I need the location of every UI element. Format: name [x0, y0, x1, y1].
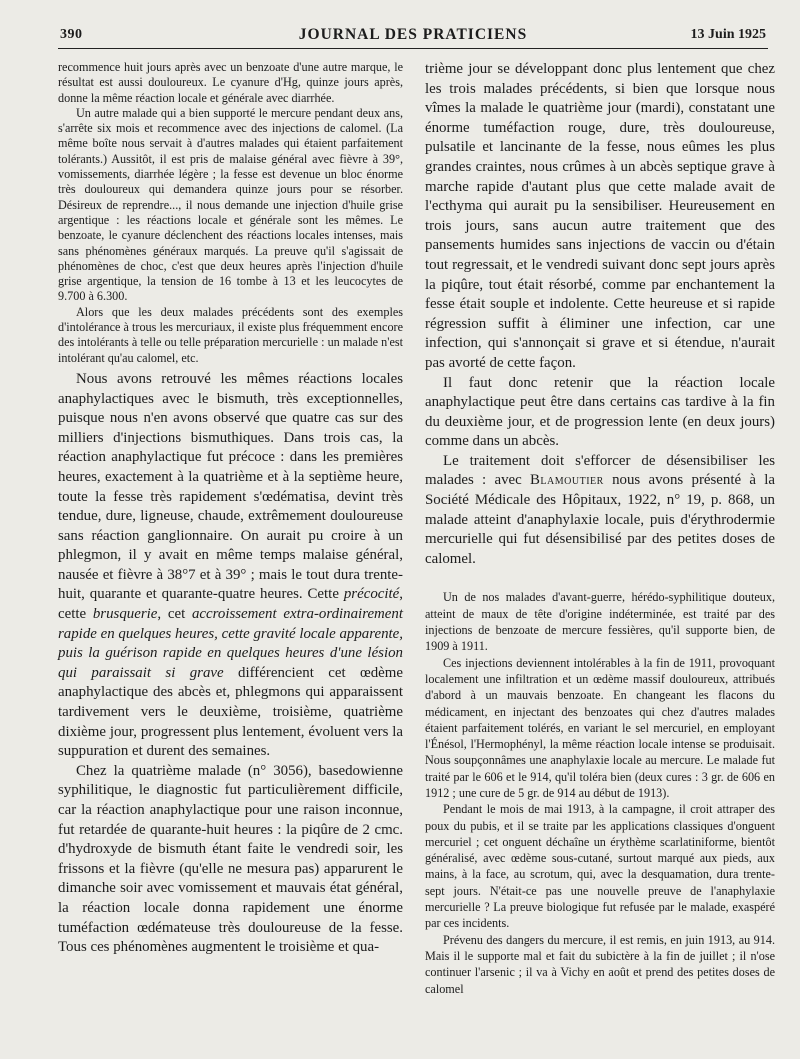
- section-gap: [425, 569, 775, 589]
- paragraph: Nous avons retrouvé les mêmes réactions locales anaphylactiques avec le bismuth, très exceptionnelles, puisque nous n'en avons observé que quatre cas sur des milliers d'injections bismuthiques. Dans trois cas, la réaction anaphylactique fut précoce : dans les premières heures, exactement à la quatrième et à la septième heure, toute la fesse très rapidement s'œdématisa, devint très tendue, dure, ligneuse, chaude, extrêmement douloureuse sans réaction ganglionnaire. On aurait pu croire à un phlegmon, il y avait en même temps malaise général, nausée et fièvre à 38°7 et à 39° ; mais le tout dura trente-huit, quarante et quarante-quatre heures. Cette précocité, cette brusquerie, cet accroissement extra-ordinairement rapide en quelques heures, cette gravité locale apparente, puis la guérison rapide en quelques heures d'une lésion qui paraissait si grave différencient cet œdème anaphylactique des abcès et, phlegmons qui apparaissent tardivement vers le deuxième, troisième, quatrième dixième jour, progressent plus lentement, évoluent vers la suppuration et durent des semaines.: [58, 370, 403, 760]
- paragraph: Un de nos malades d'avant-guerre, hérédo-syphilitique douteux, atteint de maux de tête d'origine indéterminée, est traité par des injections de benzoate de mercure fessières, qu'il supporte bien, de 1909 à 1911.: [425, 590, 775, 654]
- page-header: [58, 24, 768, 49]
- paragraph: Ces injections deviennent intolérables à la fin de 1911, provoquant localement une infiltration et un œdème massif douloureux, attribués d'abord à un mauvais benzoate. En changeant les flacons du médicament, en injectant des benzoates qui chez d'autres malades étaient parfaitement tolérés, en variant le sel mercuriel, en employant l'Énésol, l'Hermophényl, la même réaction locale intense se produisait. Nous soupçonnâmes une anaphylaxie locale au mercure. Le malade fut traité par le 606 et le 914, qu'il toléra bien (deux cures : 3 gr. de 606 en 1912 ; une cure de 5 gr. de 914 au début de 1913).: [425, 655, 775, 800]
- paragraph: trième jour se développant donc plus lentement que chez les trois malades précédents, si bien que lorsque nous vîmes la malade le quatrième jour (mardi), constatant une énorme tuméfaction rouge, dure, très douloureuse, pulsatile et lancinante de la fesse, nous eûmes les plus grandes craintes, nous crûmes à un abcès septique grave à marche rapide d'autant plus que cette malade avait de l'ecthyma qui aurait pu la sensibiliser. Heureusement en trois jours, sans aucun autre traitement que des pansements humides sans injections de vaccin ou d'étain tout regressait, et le vendredi suivant donc sept jours après la piqûre, tout était résorbé, comme par enchantement la fesse était souple et indolente. Cette heureuse et si rapide régression suffit à éliminer une infection, car une infection, qui s'annonçait si grave et si étendue, n'aurait pas avorté de cette façon.: [425, 61, 775, 371]
- author-name: Blamoutier: [530, 472, 604, 489]
- emphasis-text: précocité: [343, 586, 400, 603]
- paragraph: Chez la quatrième malade (n° 3056), basedowienne syphilitique, le diagnostic fut particulièrement difficile, car la réaction anaphylactique pour une raison inconnue, fut retardée de quarante-huit heures : la piqûre de 2 cmc. d'hydroxyde de bismuth étant faite le vendredi soir, les frissons et la fièvre (qu'elle ne mesura pas) apparurent le dimanche soir avec vomissement et mauvais état général, la réaction locale donna rapidement une énorme tuméfaction œdémateuse très douloureuse de la fesse. Tous ces phénomènes augmentent le troisième et qua-: [58, 762, 403, 956]
- paragraph: Pendant le mois de mai 1913, à la campagne, il croit attraper des poux du pubis, et il se traite par les applications classiques d'onguent mercuriel ; cet onguent déchaîne un érythème scarlatiniforme, bientôt généralisé, avec œdème sous-cutané, surtout marqué aux pieds, aux mains, à la face, au scrotum, qui, avec la desquamation, dura trente-sept jours. N'était-ce pas une nouvelle preuve de l'anaphylaxie mercurielle ? La preuve biologique fut refusée par le malade, exaspéré par ces incidents.: [425, 802, 775, 931]
- emphasis-text: brusquerie: [92, 606, 158, 623]
- paragraph: recommence huit jours après avec un benzoate d'une autre marque, le résultat est aussi douloureux. Le cyanure d'Hg, quinze jours après, donne la même réaction locale et générale avec diarrhée.: [58, 60, 403, 105]
- journal-title: JOURNAL DES PRATICIENS: [298, 26, 528, 43]
- paragraph: Il faut donc retenir que la réaction locale anaphylactique peut être dans certains cas tardive à la fin du deuxième jour, et de progression lente (en deux jours) comme dans un abcès.: [425, 374, 775, 450]
- paragraph: Alors que les deux malades précédents sont des exemples d'intolérance à trous les mercuriaux, il existe plus fréquemment encore des intolérants à telle ou telle préparation mercurielle : un malade n'est intolérant qu'au calomel, etc.: [58, 304, 403, 365]
- right-column: [425, 60, 775, 997]
- page-number: 390: [60, 27, 83, 42]
- paragraph: Prévenu des dangers du mercure, il est remis, en juin 1913, au 914. Mais il le supporte mal et fait du subictère à la fin de juillet ; il n'ose continuer l'arsenic ; il va à Vichy en août et prend des petites doses de calomel: [425, 932, 775, 996]
- emphasis-text: accroissement extra-ordinairement rapide en quelques heures, cette gravité locale apparente, puis la guérison rapide en quelques heures d'une lésion qui paraissait si grave: [58, 606, 403, 681]
- issue-date: 13 Juin 1925: [690, 27, 766, 42]
- paragraph: Un autre malade qui a bien supporté le mercure pendant deux ans, s'arrête six mois et recommence avec des injections de calomel. (La même boîte nous servait à d'autres malades qui étaient parfaitement tolérants.) Aussitôt, il est pris de malaise général avec fièvre à 39°, vomissements, diarrhée légère ; la fesse est devenue un bloc énorme très douloureux qui demandera quinze jours pour se résorber. Désireux de reprendre..., il nous demande une injection d'huile grise argentique : les réactions locale et générale sont les mêmes. Le benzoate, le cyanure déclenchent des réactions locales intenses, mais sans phénomènes généraux marqués. La preuve qu'il s'agissait de phénomènes de choc, c'est que deux heures après l'injection d'huile grise argentique, la tension de 16 tombe à 13 et les leucocytes de 9.700 à 6.300.: [58, 105, 403, 304]
- paragraph: Le traitement doit s'efforcer de désensibiliser les malades : avec Blamoutier nous avons présenté à la Société Médicale des Hôpitaux, 1922, n° 19, p. 868, un malade atteint d'anaphylaxie locale, puis d'érythrodermie mercurielle qui fut désensibilisé par des petites doses de calomel.: [425, 452, 775, 567]
- left-column: [58, 60, 403, 958]
